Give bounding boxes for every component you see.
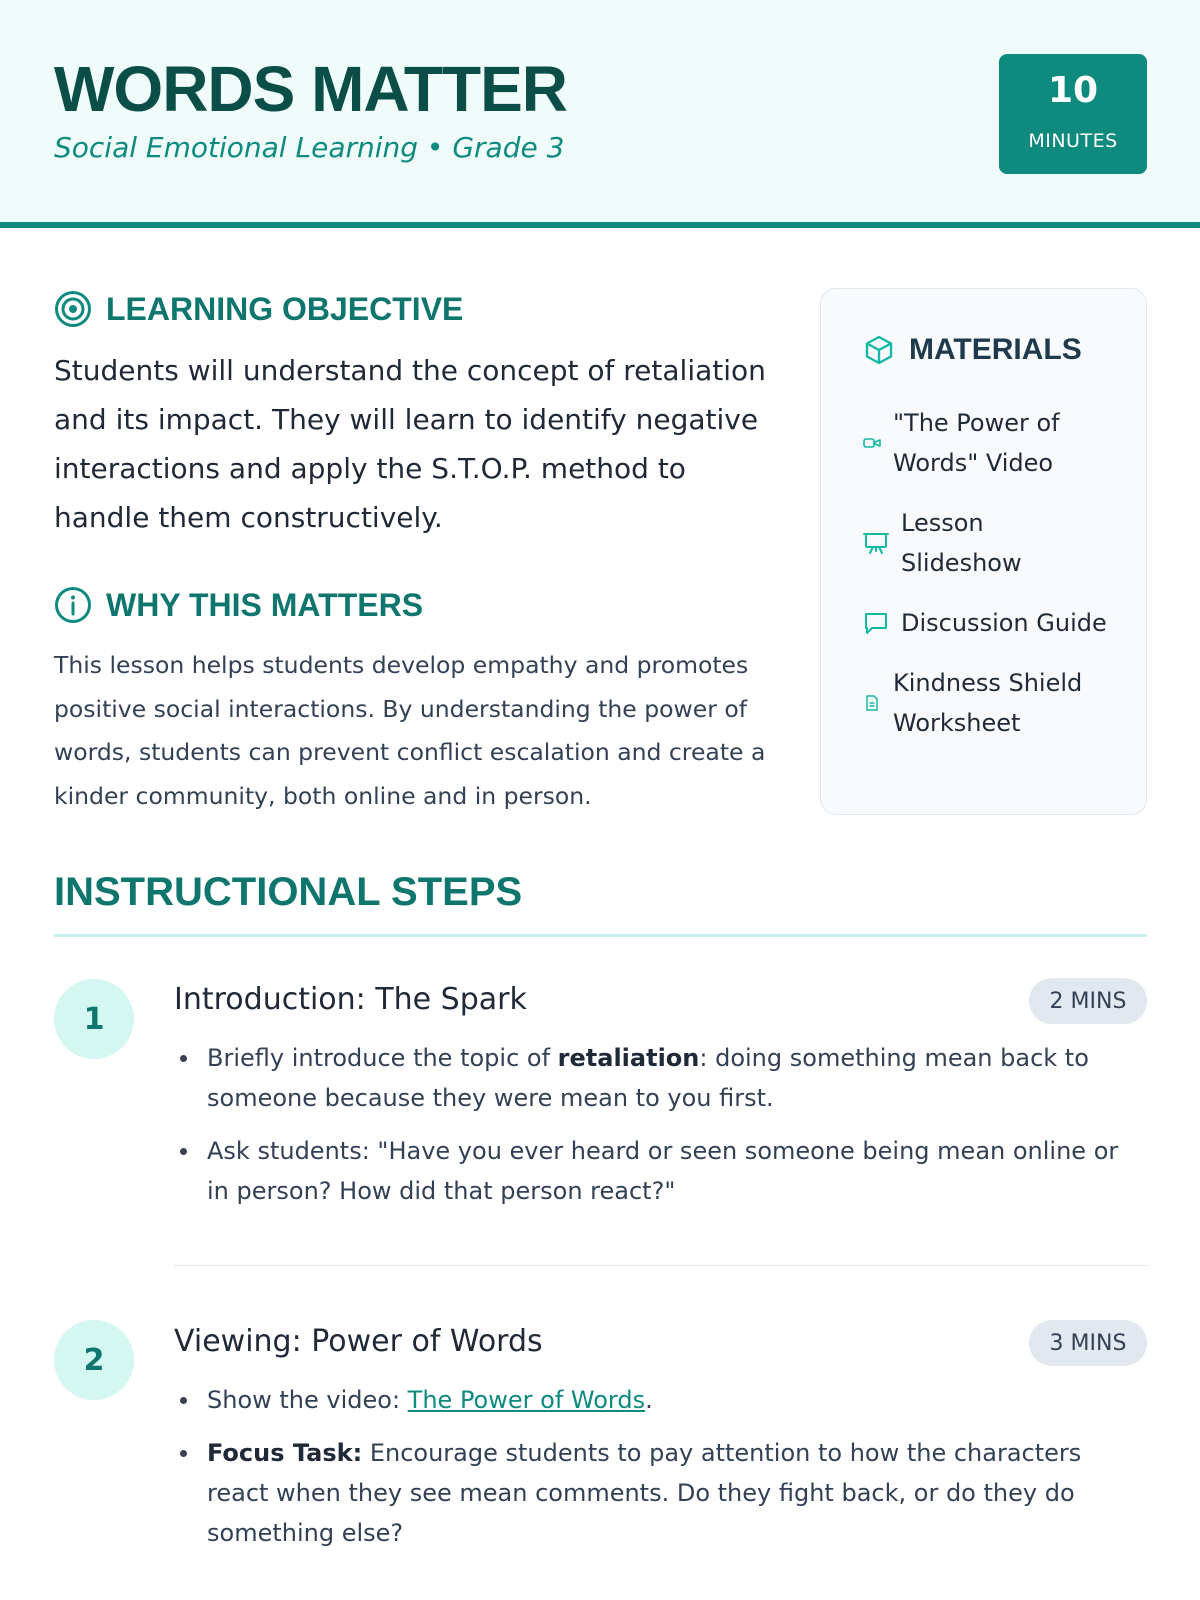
- material-item-label: Kindness Shield Worksheet: [893, 669, 1083, 737]
- objective-heading: [54, 290, 463, 328]
- why-title: WHY THIS MATTERS: [106, 586, 424, 623]
- material-item-worksheet[interactable]: [863, 663, 1113, 743]
- why-heading: [54, 586, 423, 624]
- material-item-label: Discussion Guide: [901, 609, 1107, 637]
- material-item-slideshow[interactable]: [863, 503, 1051, 583]
- info-icon: [54, 586, 92, 624]
- steps-divider: [54, 934, 1147, 937]
- bullet-text: .: [645, 1386, 653, 1414]
- document-icon: [863, 695, 881, 711]
- step-bullet-list: [174, 1380, 1147, 1566]
- materials-title: MATERIALS: [909, 333, 1082, 366]
- duration-unit: MINUTES: [1028, 130, 1118, 152]
- step-duration-badge: 3 MINS: [1029, 1320, 1147, 1366]
- step-title: Viewing: Power of Words: [174, 1324, 543, 1359]
- material-item-label: Lesson Slideshow: [901, 509, 1022, 577]
- step-divider: [174, 1265, 1147, 1266]
- material-item-discussion-guide[interactable]: [863, 603, 1131, 643]
- bullet-text: : doing something mean back to someone because they were mean to you first.: [207, 1044, 1089, 1112]
- target-icon: [54, 290, 92, 328]
- bullet-bold-term: retaliation: [557, 1044, 700, 1072]
- step-number: 1: [54, 979, 134, 1059]
- lesson-header: [0, 0, 1200, 228]
- presentation-icon: [863, 530, 889, 556]
- video-link[interactable]: The Power of Words: [407, 1386, 646, 1414]
- bullet-text: Encourage students to pay attention to how the characters react when they see mean comments. Do they fight back, or do they do something else?: [207, 1439, 1082, 1547]
- step-number: 2: [54, 1320, 134, 1400]
- duration-badge: [999, 54, 1147, 174]
- box-icon: [863, 334, 895, 366]
- bullet-text: Briefly introduce the topic of: [207, 1044, 558, 1072]
- step-duration-badge: 2 MINS: [1029, 978, 1147, 1024]
- objective-title: LEARNING OBJECTIVE: [106, 290, 464, 327]
- material-item-label: "The Power of Words" Video: [893, 409, 1060, 477]
- step-title: Introduction: The Spark: [174, 982, 527, 1017]
- step-bullet-list: [174, 1038, 1147, 1224]
- material-item-video[interactable]: [863, 403, 1093, 483]
- bullet-text: Ask students: "Have you ever heard or seen someone being mean online or in person? How did that person react?": [207, 1137, 1119, 1205]
- bullet-text: Show the video:: [207, 1386, 408, 1414]
- list-item: [174, 1131, 1147, 1211]
- duration-value: 10: [1047, 70, 1099, 111]
- bullet-bold-term: Focus Task:: [207, 1439, 363, 1467]
- materials-card: [820, 288, 1147, 815]
- why-text: This lesson helps students develop empathy and promotes positive social interactions. By understanding the power of words, students can prevent conflict escalation and create a kinder community, both online and in person.: [54, 651, 766, 810]
- page-subtitle: Social Emotional Learning • Grade 3: [54, 131, 565, 164]
- chat-icon: [863, 610, 889, 636]
- materials-heading: [863, 333, 1082, 367]
- list-item: [174, 1038, 1147, 1118]
- page-title: WORDS MATTER: [54, 53, 567, 125]
- objective-text: Students will understand the concept of retaliation and its impact. They will learn to identify negative interactions and apply the S.T.O.P. method to handle them constructively.: [54, 354, 766, 534]
- list-item: [174, 1380, 1147, 1420]
- video-icon: [863, 437, 881, 449]
- steps-heading: INSTRUCTIONAL STEPS: [54, 870, 523, 914]
- list-item: [174, 1433, 1147, 1553]
